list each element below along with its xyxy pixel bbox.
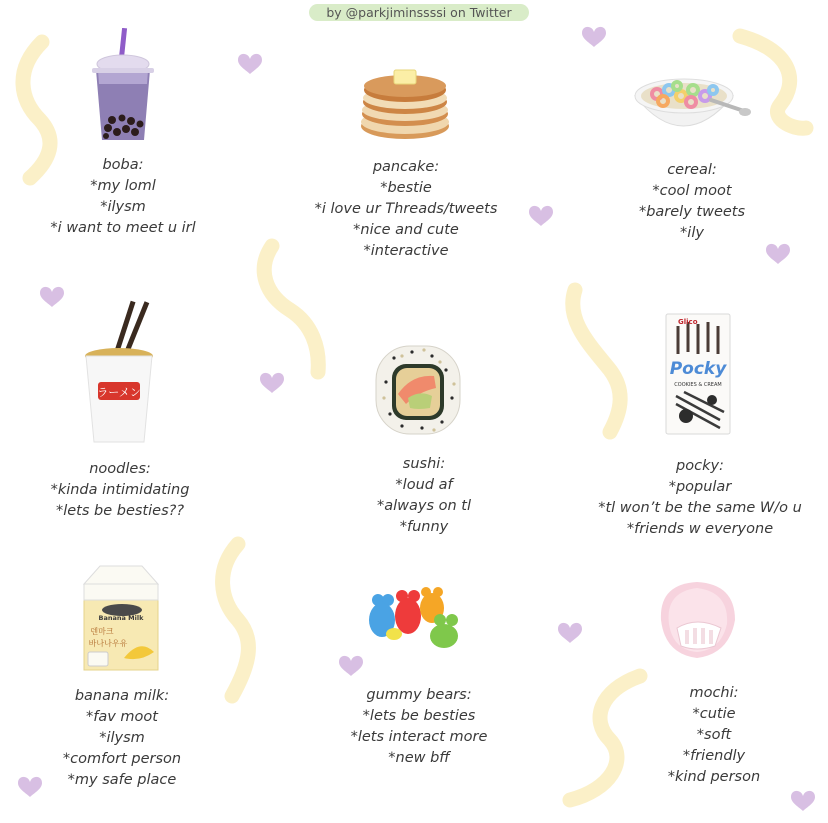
caption-cereal	[612, 160, 772, 244]
caption-title: boba:	[102, 157, 144, 173]
caption-pancake	[306, 157, 506, 262]
caption-sushi	[344, 454, 504, 538]
caption-line: *cutie	[692, 706, 736, 722]
caption-noodles	[40, 459, 200, 522]
caption-line: *bestie	[380, 180, 432, 196]
caption-line: *ily	[680, 225, 704, 241]
caption-line: *cool moot	[652, 183, 732, 199]
caption-line: *interactive	[363, 243, 449, 259]
caption-line: *new bff	[388, 750, 450, 766]
pocky-picture	[664, 312, 732, 436]
caption-line: *my loml	[90, 178, 156, 194]
heart-icon	[238, 54, 262, 74]
caption-line: *my safe place	[67, 772, 177, 788]
gummy-bears-picture	[362, 586, 466, 650]
pocky-flavor-text: COOKIES & CREAM	[674, 382, 722, 388]
banana-milk-picture	[80, 562, 162, 672]
caption-mochi	[634, 683, 794, 788]
caption-line: *i want to meet u irl	[50, 220, 196, 236]
caption-line: *lets be besties	[362, 708, 476, 724]
caption-line: *fav moot	[86, 709, 158, 725]
caption-line: *popular	[668, 479, 732, 495]
heart-icon	[529, 206, 553, 226]
caption-title: banana milk:	[74, 688, 170, 704]
caption-line: *barely tweets	[638, 204, 746, 220]
caption-title: pocky:	[676, 458, 724, 474]
caption-line: *comfort person	[62, 751, 182, 767]
pocky-name-text: Pocky	[669, 359, 727, 379]
caption-line: *i love ur Threads/tweets	[314, 201, 498, 217]
caption-pocky	[590, 456, 810, 540]
caption-title: pancake:	[372, 159, 440, 175]
heart-icon	[18, 777, 42, 797]
caption-line: *ilysm	[99, 730, 145, 746]
caption-line: *friends w everyone	[626, 521, 774, 537]
sushi-picture	[372, 338, 464, 440]
caption-title: noodles:	[89, 461, 151, 477]
boba-picture	[88, 28, 158, 146]
caption-line: *lets interact more	[350, 729, 488, 745]
caption-line: *ilysm	[100, 199, 146, 215]
caption-line: *soft	[696, 727, 732, 743]
heart-icon	[339, 656, 363, 676]
heart-icon	[260, 373, 284, 393]
noodles-picture	[78, 298, 160, 444]
caption-line: *loud af	[395, 477, 453, 493]
caption-title: cereal:	[667, 162, 717, 178]
caption-line: *lets be besties??	[55, 503, 185, 519]
milk-korean-text-2: 바나나우유	[88, 639, 128, 648]
heart-icon	[582, 27, 606, 47]
milk-korean-text-1: 덴마크	[90, 627, 114, 636]
caption-line: *nice and cute	[353, 222, 459, 238]
heart-icon	[40, 287, 64, 307]
caption-line: *friendly	[682, 748, 746, 764]
caption-title: mochi:	[689, 685, 739, 701]
caption-line: *tl won’t be the same W/o u	[598, 500, 802, 516]
pocky-brand-text: Glico	[678, 318, 698, 326]
pancake-picture	[358, 62, 452, 142]
heart-icon	[766, 244, 790, 264]
heart-icon	[558, 623, 582, 643]
cereal-picture	[633, 68, 751, 150]
credit-badge: by @parkjiminssssi on Twitter	[309, 4, 529, 21]
caption-line: *always on tl	[376, 498, 472, 514]
caption-boba	[40, 155, 206, 239]
noodle-cup-label: ラーメン	[97, 386, 141, 399]
caption-line: *funny	[399, 519, 449, 535]
caption-title: sushi:	[402, 456, 446, 472]
heart-icon	[791, 791, 815, 811]
caption-line: *kinda intimidating	[50, 482, 190, 498]
mochi-picture	[655, 580, 739, 662]
caption-gummy-bears	[334, 685, 504, 769]
milk-brand-text: Banana Milk	[98, 614, 144, 622]
caption-line: *kind person	[667, 769, 761, 785]
caption-title: gummy bears:	[366, 687, 472, 703]
caption-banana-milk	[42, 686, 202, 791]
